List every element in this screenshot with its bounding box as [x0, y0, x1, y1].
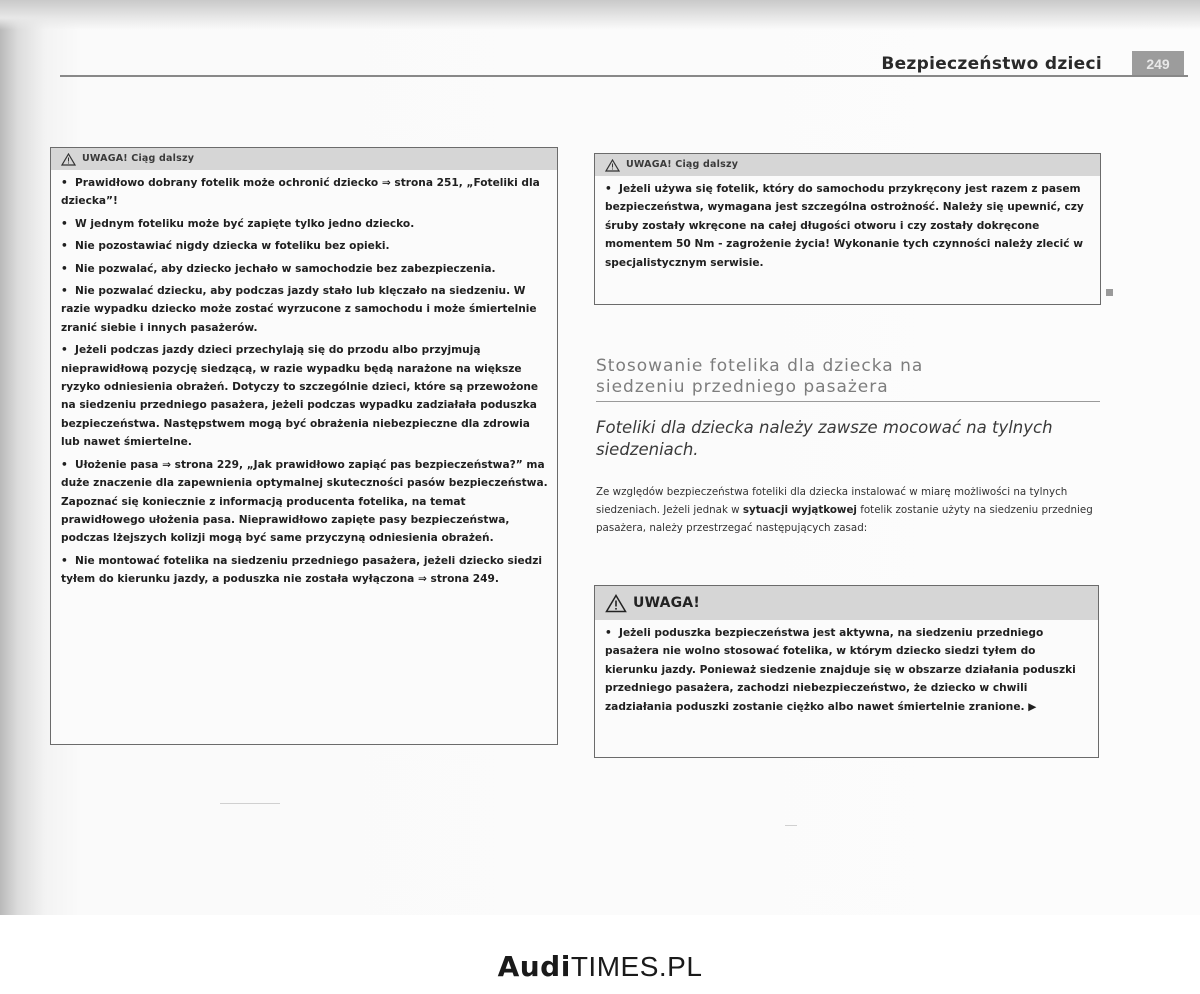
body-text-part: Ze względów bezpieczeństwa foteliki dla dziecka instalować w miarę możliwości na tylnych siedzeniach. Jeżeli jednak w — [596, 486, 1068, 516]
scan-artifact — [785, 825, 797, 826]
warning-header — [595, 154, 1100, 176]
warning-body — [595, 176, 1100, 278]
warning-item-text: Nie pozwalać dziecku, aby podczas jazdy stało lub klęczało na siedzeniu. W razie wypadku dziecko może zostać wyrzucone z samochodu i może śmiertelnie zranić siebie i innych pasażerów. — [61, 285, 537, 334]
section-title: Bezpieczeństwo dzieci — [881, 54, 1102, 74]
warning-item: • W jednym foteliku może być zapięte tylko jedno dziecko. — [61, 217, 415, 230]
body-text-emphasis: sytuacji wyjątkowej — [742, 504, 857, 516]
warning-item: • Nie pozostawiać nigdy dziecka w foteliku bez opieki. — [61, 240, 390, 253]
warning-box-right-top — [594, 153, 1101, 305]
logo-brand: Audi — [497, 950, 571, 983]
body-text-part: fotelik zostanie użyty na siedzeniu przednieg pasażera, należy przestrzegać następujących zasad: — [596, 504, 1093, 534]
warning-body — [595, 620, 1098, 722]
subsection-title-line: siedzeniu przedniego pasażera — [596, 377, 889, 397]
lead-line: Foteliki dla dziecka należy zawsze mocować na tylnych — [596, 418, 1053, 437]
warning-item: • Nie pozwalać, aby dziecko jechało w samochodzie bez zabezpieczenia. — [61, 262, 496, 275]
warning-item: • Jeżeli poduszka bezpieczeństwa jest aktywna, na siedzeniu przedniego pasażera nie wolno stosować fotelika, w którym dziecko siedzi tyłem do kierunku jazdy. Ponieważ siedzenie znajduje się w obszarze działania poduszki przedniego pasażera, zachodzi niebezpieczeństwo, że dziecko w chwili zadziałania poduszki zostanie ciężko albo nawet śmiertelnie zranione. ▶ — [605, 627, 1076, 713]
warning-item-text: Jeżeli używa się fotelik, który do samochodu przykręcony jest razem z pasem bezpieczeństwa, wymagana jest szczególna ostrożność. Należy się upewnić, czy śruby zostały wkręcone na całej długości otworu i czy zostały dokręcone momentem 50 Nm - zagrożenie życia! Wykonanie tych czynności należy zlecić w specjalistycznym serwisie. — [605, 183, 1084, 269]
warning-box-right-bottom — [594, 585, 1099, 758]
warning-triangle-icon — [605, 159, 620, 172]
warning-title: UWAGA! Ciąg dalszy — [82, 152, 195, 164]
warning-title: UWAGA! — [633, 594, 700, 611]
warning-item-text: Jeżeli podczas jazdy dzieci przechylają się do przodu albo przyjmują nieprawidłową pozycję siedzącą, w razie wypadku będą narażone na większe ryzyko odniesienia obrażeń. Dotyczy to szczególnie dzieci, które są przewożone na siedzeniu przedniego pasażera, jeżeli podczas wypadku zadziałała poduszka bezpieczeństwa. Następstwem mogą być obrażenia niebezpieczne dla zdrowia lub nawet śmiertelne. — [61, 344, 539, 449]
scan-artifact — [220, 803, 280, 804]
warning-item-text: Ułożenie pasa ⇒ strona 229, „Jak prawidłowo zapiąć pas bezpieczeństwa?” ma duże znaczenie dla zapewnienia optymalnej skuteczności pasów bezpieczeństwa. Zapoznać się koniecznie z informacją producenta fotelika, na temat prawidłowego ułożenia pasa. Nieprawidłowo zapięte pasy bezpieczeństwa, podczas lżejszych kolizji mogą być same przyczyną odniesienia obrażeń. — [61, 458, 548, 545]
body-paragraph — [596, 483, 1096, 537]
warning-triangle-icon — [61, 153, 76, 166]
warning-item-text: Nie pozwalać, aby dziecko jechało w samochodzie bez zabezpieczenia. — [75, 262, 496, 275]
warning-box-left — [50, 147, 558, 745]
warning-item-text: Jeżeli poduszka bezpieczeństwa jest aktywna, na siedzeniu przedniego pasażera nie wolno stosować fotelika, w którym dziecko siedzi tyłem do kierunku jazdy. Ponieważ siedzenie znajduje się w obszarze działania poduszki przedniego pasażera, zachodzi niebezpieczeństwo, że dziecko w chwili zadziałania poduszki zostanie ciężko albo nawet śmiertelnie zranione. ▶ — [605, 627, 1076, 713]
footer-logo — [0, 950, 1200, 983]
warning-item-text: Nie montować fotelika na siedzeniu przedniego pasażera, jeżeli dziecko siedzi tyłem do kierunku jazdy, a poduszka nie została wyłączona ⇒ strona 249. — [61, 554, 543, 586]
warning-item-text: W jednym foteliku może być zapięte tylko jedno dziecko. — [75, 217, 415, 230]
warning-item: • Ułożenie pasa ⇒ strona 229, „Jak prawidłowo zapiąć pas bezpieczeństwa?” ma duże znaczenie dla zapewnienia optymalnej skuteczności pasów bezpieczeństwa. Zapoznać się koniecznie z informacją producenta fotelika, na temat prawidłowego ułożenia pasa. Nieprawidłowo zapięte pasy bezpieczeństwa, podczas lżejszych kolizji mogą być same przyczyną odniesienia obrażeń. — [61, 458, 548, 545]
warning-item: • Prawidłowo dobrany fotelik może ochronić dziecko ⇒ strona 251, „Foteliki dla dziecka”! — [61, 177, 540, 208]
lead-line: siedzeniach. — [596, 440, 699, 459]
scan-shadow — [0, 0, 1200, 30]
logo-site: TIMES.PL — [570, 951, 703, 982]
end-of-section-marker — [1106, 289, 1113, 296]
subsection-rule — [596, 401, 1100, 402]
warning-item: • Nie pozwalać dziecku, aby podczas jazdy stało lub klęczało na siedzeniu. W razie wypadku dziecko może zostać wyrzucone z samochodu i może śmiertelnie zranić siebie i innych pasażerów. — [61, 285, 537, 334]
warning-item-text: Prawidłowo dobrany fotelik może ochronić dziecko ⇒ strona 251, „Foteliki dla dziecka”! — [61, 177, 540, 208]
warning-header — [595, 586, 1098, 620]
warning-header — [51, 148, 557, 170]
subsection-title-line: Stosowanie fotelika dla dziecka na — [596, 356, 924, 376]
warning-item-text: Nie pozostawiać nigdy dziecka w foteliku bez opieki. — [75, 240, 390, 253]
warning-title: UWAGA! Ciąg dalszy — [626, 158, 739, 170]
warning-item: • Jeżeli używa się fotelik, który do samochodu przykręcony jest razem z pasem bezpieczeństwa, wymagana jest szczególna ostrożność. Należy się upewnić, czy śruby zostały wkręcone na całej długości otworu i czy zostały dokręcone momentem 50 Nm - zagrożenie życia! Wykonanie tych czynności należy zlecić w specjalistycznym serwisie. — [605, 183, 1084, 269]
page-number: 249 — [1132, 51, 1184, 76]
warning-triangle-icon — [605, 594, 627, 613]
warning-item: • Jeżeli podczas jazdy dzieci przechylają się do przodu albo przyjmują nieprawidłową pozycję siedzącą, w razie wypadku będą narażone na większe ryzyko odniesienia obrażeń. Dotyczy to szczególnie dzieci, które są przewożone na siedzeniu przedniego pasażera, jeżeli podczas wypadku zadziałała poduszka bezpieczeństwa. Następstwem mogą być obrażenia niebezpieczne dla zdrowia lub nawet śmiertelne. — [61, 344, 539, 449]
warning-item: • Nie montować fotelika na siedzeniu przedniego pasażera, jeżeli dziecko siedzi tyłem do kierunku jazdy, a poduszka nie została wyłączona ⇒ strona 249. — [61, 554, 543, 586]
subsection-title — [596, 356, 1096, 398]
warning-body — [51, 170, 557, 595]
subsection-lead — [596, 417, 1101, 461]
header-rule — [60, 75, 1188, 77]
